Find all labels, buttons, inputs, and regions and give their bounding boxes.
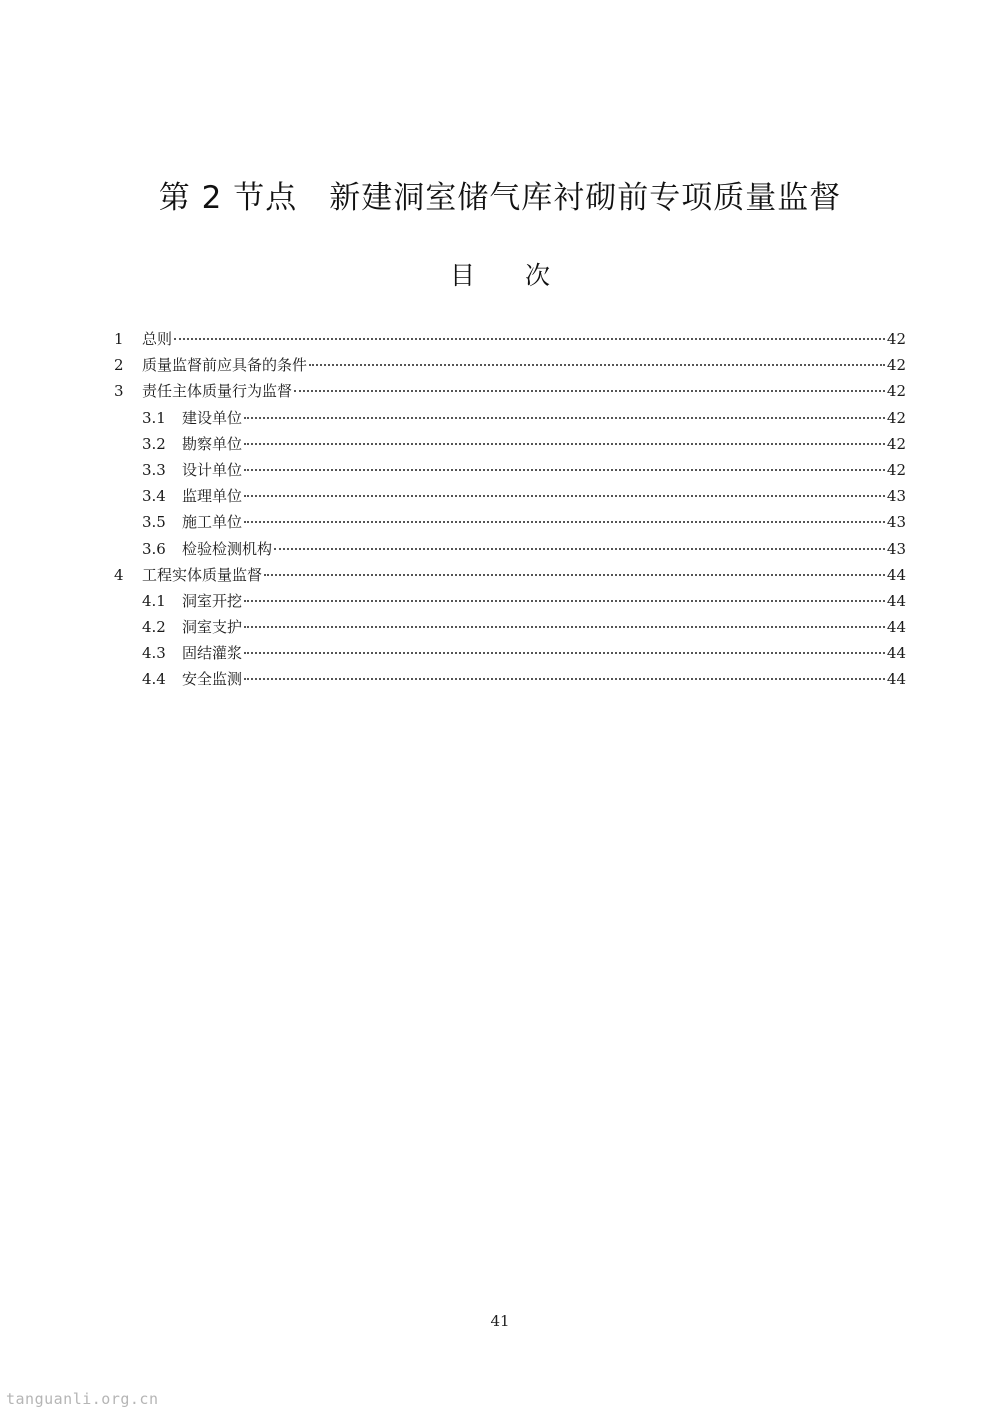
toc-entry-number: 3.3 (142, 460, 166, 479)
toc-entry[interactable] (114, 405, 906, 431)
toc-leader-dots (244, 677, 885, 680)
toc-leader-dots (244, 442, 885, 445)
toc-leader-dots (244, 599, 885, 602)
toc-entry[interactable] (114, 431, 906, 457)
toc-entry-number: 1 (114, 330, 124, 348)
toc-entry-number: 4.2 (142, 618, 166, 637)
toc-entry-page: 42 (886, 356, 906, 375)
toc-entry-number: 3.1 (142, 408, 166, 427)
page-number: 41 (490, 1312, 510, 1330)
toc-entry[interactable] (114, 666, 906, 692)
toc-entry-label: 安全监测 (182, 670, 243, 689)
toc-leader-dots (244, 651, 885, 654)
toc-entry-label: 固结灌浆 (182, 644, 243, 663)
toc-entry-label: 检验检测机构 (182, 539, 273, 558)
toc-entry-label: 洞室支护 (182, 618, 243, 637)
toc-entry[interactable] (114, 640, 906, 666)
toc-entry[interactable] (114, 378, 906, 404)
toc-entry-page: 44 (886, 618, 906, 637)
toc-entry-page: 44 (886, 565, 906, 584)
toc-entry-number: 4.1 (142, 591, 166, 610)
toc-entry-page: 42 (886, 408, 906, 427)
toc-entry[interactable] (114, 483, 906, 509)
toc-entry[interactable] (114, 562, 906, 588)
toc-entry-number: 4 (114, 565, 124, 584)
chapter-title: 第 2 节点 新建洞室储气库衬砌前专项质量监督 (158, 180, 842, 216)
toc-entry-label: 设计单位 (182, 460, 243, 479)
toc-leader-dots (264, 573, 885, 576)
toc-entry-label: 勘察单位 (182, 434, 243, 453)
watermark: tanguanli.org.cn (6, 1390, 159, 1408)
toc-heading: 目 次 (449, 261, 550, 290)
toc-entry[interactable] (114, 614, 906, 640)
toc-leader-dots (244, 416, 885, 419)
toc-entry[interactable] (114, 352, 906, 378)
toc-entry-label: 责任主体质量行为监督 (142, 382, 293, 401)
toc-entry-page: 44 (886, 670, 906, 689)
toc-leader-dots (244, 494, 885, 497)
toc-entry-page: 42 (886, 382, 906, 401)
toc-entry-number: 4.3 (142, 644, 166, 663)
toc-entry-label: 洞室开挖 (182, 591, 243, 610)
toc-entry-label: 工程实体质量监督 (142, 565, 263, 584)
toc-entry-page: 43 (886, 539, 906, 558)
toc-entry-number: 4.4 (142, 670, 166, 689)
toc-entry-number: 3.2 (142, 434, 166, 453)
toc-leader-dots (274, 547, 885, 550)
toc-leader-dots (244, 520, 885, 523)
toc-entry[interactable] (114, 588, 906, 614)
toc-entry-page: 42 (886, 434, 906, 453)
table-of-contents (114, 326, 906, 693)
toc-entry-page: 44 (886, 644, 906, 663)
toc-leader-dots (244, 625, 885, 628)
toc-entry[interactable] (114, 326, 906, 352)
toc-entry-number: 3.6 (142, 539, 166, 558)
toc-entry-page: 42 (886, 460, 906, 479)
toc-entry-number: 3 (114, 382, 124, 401)
toc-entry[interactable] (114, 457, 906, 483)
toc-entry-number: 2 (114, 356, 124, 375)
toc-entry-label: 施工单位 (182, 513, 243, 532)
toc-entry-page: 42 (886, 330, 906, 348)
toc-entry-label: 建设单位 (182, 408, 243, 427)
toc-leader-dots (244, 468, 885, 471)
toc-entry-page: 44 (886, 591, 906, 610)
toc-leader-dots (309, 363, 885, 366)
toc-entry-number: 3.5 (142, 513, 166, 532)
toc-entry-label: 总则 (142, 330, 173, 348)
toc-entry-page: 43 (886, 513, 906, 532)
toc-leader-dots (174, 337, 885, 340)
toc-entry-label: 质量监督前应具备的条件 (142, 356, 308, 375)
toc-entry-number: 3.4 (142, 487, 166, 506)
toc-entry-page: 43 (886, 487, 906, 506)
toc-leader-dots (294, 389, 885, 392)
toc-entry[interactable] (114, 536, 906, 562)
toc-entry[interactable] (114, 509, 906, 535)
toc-entry-label: 监理单位 (182, 487, 243, 506)
